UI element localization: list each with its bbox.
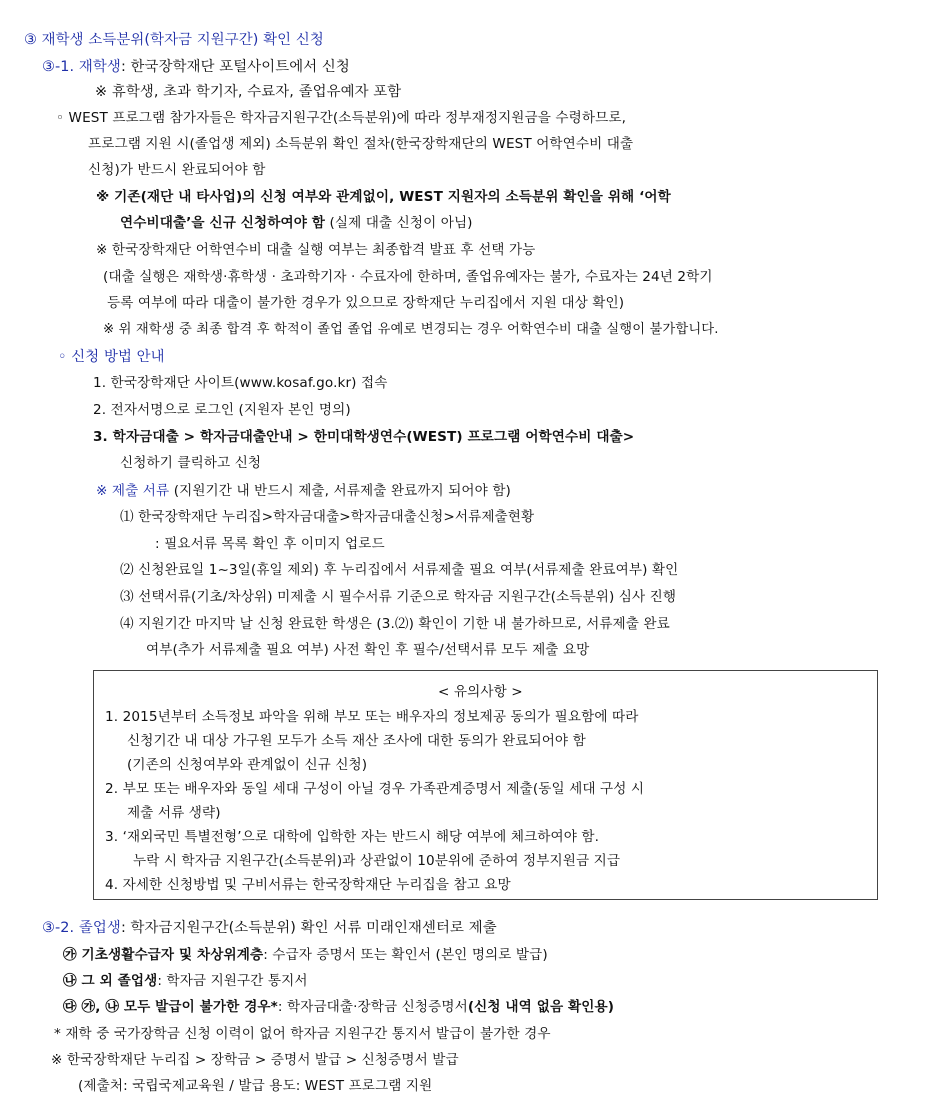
docs-label: ※ 제출 서류: [96, 483, 170, 499]
note-graduation-change: ※ 위 재학생 중 최종 합격 후 학적이 졸업 졸업 유예로 변경되는 경우 어학연수비 대출 실행이 불가합니다.: [103, 322, 719, 337]
note-new-application-line-2: [120, 213, 473, 233]
method-step-1: 1. 한국장학재단 사이트(www.kosaf.go.kr) 접속: [93, 375, 388, 391]
method-step-2: 2. 전자서명으로 로그인 (지원자 본인 명의): [93, 402, 351, 418]
notice-line-2: 신청기간 내 대상 가구원 모두가 소득 재산 조사에 대한 동의가 완료되어야 함: [127, 733, 586, 749]
notice-line-5: 제출 서류 생략): [127, 805, 221, 821]
enrolled-heading: [42, 57, 350, 77]
west-paragraph-line-1: ◦ WEST 프로그램 참가자들은 학자금지원구간(소득분위)에 따라 정부재정지원금을 수령하므로,: [56, 110, 626, 126]
graduate-item-3-label: ㉰ ㉮, ㉯ 모두 발급이 불가한 경우*: [63, 999, 278, 1015]
west-paragraph-line-2: 프로그램 지원 시(졸업생 제외) 소득분위 확인 절차(한국장학재단의 WEST 어학연수비 대출: [88, 136, 634, 152]
notice-line-1: 1. 2015년부터 소득정보 파악을 위해 부모 또는 배우자의 정보제공 동의가 필요함에 따라: [105, 709, 639, 725]
graduate-heading-num: ③-2.: [42, 920, 75, 936]
doc-item-4: ⑷ 지원기간 마지막 날 신청 완료한 학생은 (3.⑵) 확인이 기한 내 불가하므로, 서류제출 완료: [120, 616, 670, 632]
graduate-item-2-rest: : 학자금 지원구간 통지서: [157, 973, 308, 989]
doc-item-3: ⑶ 선택서류(기초/차상위) 미제출 시 필수서류 기준으로 학자금 지원구간(소득분위) 심사 진행: [120, 589, 677, 605]
doc-item-1: ⑴ 한국장학재단 누리집>학자금대출>학자금대출신청>서류제출현황: [120, 509, 535, 525]
graduate-item-1-rest: : 수급자 증명서 또는 확인서 (본인 명의로 발급): [263, 947, 548, 963]
graduate-item-3-rest: : 학자금대출·장학금 신청증명서: [277, 999, 468, 1015]
graduate-item-3-bold: (신청 내역 없음 확인용): [467, 999, 615, 1015]
docs-rest: (지원기간 내 반드시 제출, 서류제출 완료까지 되어야 함): [173, 483, 511, 499]
enrolled-heading-rest: : 한국장학재단 포털사이트에서 신청: [120, 59, 350, 75]
note-new-application-line-1: ※ 기존(재단 내 타사업)의 신청 여부와 관계없이, WEST 지원자의 소득분위 확인을 위해 ‘어학: [96, 189, 671, 205]
docs-heading: [96, 481, 511, 501]
doc-item-2: ⑵ 신청완료일 1~3일(휴일 제외) 후 누리집에서 서류제출 필요 여부(서류제출 완료여부) 확인: [120, 562, 679, 578]
section-title: ③ 재학생 소득분위(학자금 지원구간) 확인 신청: [24, 32, 324, 48]
west-paragraph-line-3: 신청)가 반드시 완료되어야 함: [88, 162, 266, 178]
graduate-star-note: * 재학 중 국가장학금 신청 이력이 없어 학자금 지원구간 통지서 발급이 불가한 경우: [54, 1026, 551, 1042]
note-loan-paren-line-1: (대출 실행은 재학생·휴학생 · 초과학기자 · 수료자에 한하며, 졸업유예자는 불가, 수료자는 24년 2학기: [103, 269, 713, 285]
note-loan-execution: ※ 한국장학재단 어학연수비 대출 실행 여부는 최종합격 발표 후 선택 가능: [96, 242, 536, 258]
note-loan-paren-line-2: 등록 여부에 따라 대출이 불가한 경우가 있으므로 장학재단 누리집에서 지원 대상 확인): [107, 295, 625, 311]
graduate-item-1: [63, 945, 548, 965]
graduate-item-2-label: ㉯ 그 외 졸업생: [63, 973, 158, 989]
enrolled-heading-note: ※ 휴학생, 초과 학기자, 수료자, 졸업유예자 포함: [95, 84, 402, 100]
notice-line-8: 4. 자세한 신청방법 및 구비서류는 한국장학재단 누리집을 참고 요망: [105, 877, 511, 893]
notice-line-4: 2. 부모 또는 배우자와 동일 세대 구성이 아닐 경우 가족관계증명서 제출(동일 세대 구성 시: [105, 781, 645, 797]
note-new-application-paren: (실제 대출 신청이 아님): [329, 215, 473, 231]
graduate-heading-rest: : 학자금지원구간(소득분위) 확인 서류 미래인재센터로 제출: [120, 920, 497, 936]
enrolled-heading-label: 재학생: [78, 59, 121, 75]
graduate-heading-label: 졸업생: [78, 920, 121, 936]
notice-line-7: 누락 시 학자금 지원구간(소득분위)과 상관없이 10분위에 준하여 정부지원금 지급: [133, 853, 621, 869]
doc-item-4-cont: 여부(추가 서류제출 필요 여부) 사전 확인 후 필수/선택서류 모두 제출 요망: [146, 642, 590, 658]
method-title: ◦ 신청 방법 안내: [58, 349, 165, 365]
doc-item-1-detail: : 필요서류 목록 확인 후 이미지 업로드: [155, 536, 385, 552]
graduate-path-note: ※ 한국장학재단 누리집 > 장학금 > 증명서 발급 > 신청증명서 발급: [51, 1052, 459, 1068]
notice-title: < 유의사항 >: [438, 684, 523, 700]
graduate-submit-note: (제출처: 국립국제교육원 / 발급 용도: WEST 프로그램 지원: [78, 1078, 433, 1094]
enrolled-heading-num: ③-1.: [42, 59, 75, 75]
note-new-application-bold: 연수비대출’을 신규 신청하여야 함: [120, 215, 326, 231]
method-step-3-cont: 신청하기 클릭하고 신청: [120, 455, 262, 471]
graduate-item-3: [63, 997, 614, 1017]
method-step-3: 3. 학자금대출 > 학자금대출안내 > 한미대학생연수(WEST) 프로그램 어학연수비 대출>: [93, 429, 635, 445]
notice-line-3: (기존의 신청여부와 관계없이 신규 신청): [127, 757, 368, 773]
notice-line-6: 3. ‘재외국민 특별전형’으로 대학에 입학한 자는 반드시 해당 여부에 체크하여야 함.: [105, 829, 600, 845]
graduate-item-1-label: ㉮ 기초생활수급자 및 차상위계층: [63, 947, 264, 963]
graduate-heading: [42, 918, 497, 938]
graduate-item-2: [63, 971, 308, 991]
